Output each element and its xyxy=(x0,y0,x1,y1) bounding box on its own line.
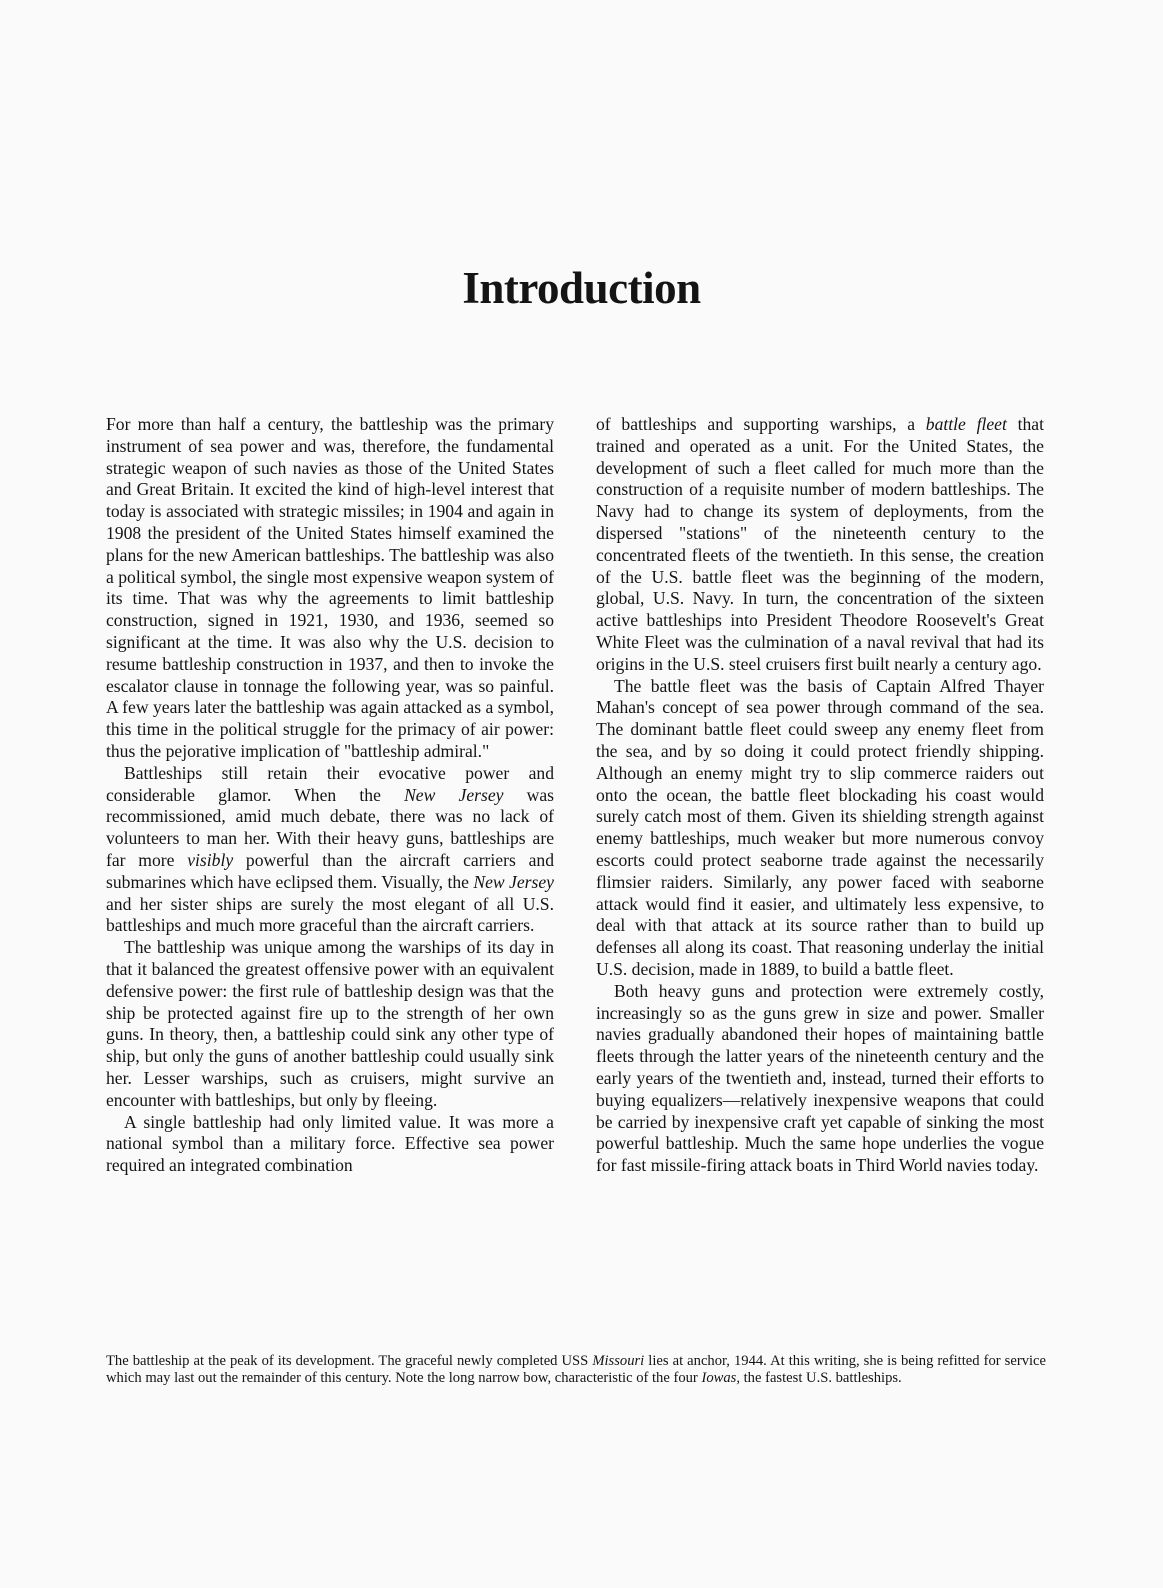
text-run: and her sister ships are surely the most elegant of all U.S. battleships and much more graceful than the aircraft carriers. xyxy=(106,893,554,936)
paragraph xyxy=(596,414,1044,676)
text-run: of battleships and supporting warships, a xyxy=(596,414,926,434)
ship-name: New Jersey xyxy=(473,871,554,892)
paragraph xyxy=(106,763,554,937)
figure-caption xyxy=(106,1353,1046,1386)
text-run: Battleships still retain their evocative power and considerable glamor. When the xyxy=(106,762,554,805)
emphasis: battle fleet xyxy=(925,414,1007,434)
text-run: that trained and operated as a unit. For the United States, the development of such a fleet called for much more than the construction of a requisite number of modern battleships. The Navy had to change its system of deployments, from the dispersed "stations" of the nineteenth century to the concentrated fleets of the twentieth. In this sense, the creation of the U.S. battle fleet was the beginning of the modern, global, U.S. Navy. In turn, the concentration of the sixteen active battleships into President Theodore Roosevelt's Great White Fleet was the culmination of a naval revival that had its origins in the U.S. steel cruisers first built nearly a century ago. xyxy=(596,414,1044,674)
page-title: Introduction xyxy=(462,263,701,313)
text-run: was recommissioned, amid much debate, there was no lack of volunteers to man her. With their heavy guns, battleships are far more xyxy=(106,784,554,870)
emphasis: visibly xyxy=(187,849,234,870)
text-run: The battleship at the peak of its development. The graceful newly completed USS xyxy=(106,1353,593,1369)
right-column xyxy=(596,414,1044,1177)
paragraph: The battleship was unique among the warships of its day in that it balanced the greatest offensive power with an equivalent defensive power: the first rule of battleship design was that the ship be protected against fire up to the strength of her own guns. In theory, then, a battleship could sink any other type of ship, but only the guns of another battleship could usually sink her. Lesser warships, such as cruisers, might survive an encounter with battleships, but only by fleeing. xyxy=(106,937,554,1110)
paragraph: For more than half a century, the battleship was the primary instrument of sea power and was, therefore, the fundamental strategic weapon of such navies as those of the United States and Great Britain. It excited the kind of high-level interest that today is associated with strategic missiles; in 1904 and again in 1908 the president of the United States himself examined the plans for the new American battleships. The battleship was also a political symbol, the single most expensive weapon system of its time. That was why the agreements to limit battleship construction, signed in 1921, 1930, and 1936, seemed so significant at the time. It was also why the U.S. decision to resume battleship construction in 1937, and then to invoke the escalator clause in tonnage the following year, was so painful. A few years later the battleship was again attacked as a symbol, this time in the political struggle for the primacy of air power: thus the pejorative implication of "battleship admiral." xyxy=(106,414,554,761)
left-column xyxy=(106,414,554,1177)
paragraph: A single battleship had only limited value. It was more a national symbol than a military force. Effective sea power required an integrated combination xyxy=(106,1111,554,1176)
ship-class: Iowas, xyxy=(701,1369,740,1386)
text-run: the fastest U.S. battleships. xyxy=(739,1369,902,1386)
paragraph: Both heavy guns and protection were extremely costly, increasingly so as the guns grew in size and power. Smaller navies gradually abandoned their hopes of maintaining battle fleets through the latter years of the nineteenth century and the early years of the twentieth and, instead, turned their efforts to buying equalizers—relatively inexpensive weapons that could be carried by inexpensive craft yet capable of sinking the most powerful battleship. Much the same hope underlies the vogue for fast missile-firing attack boats in Third World navies today. xyxy=(596,980,1044,1176)
text-run: powerful than the aircraft carriers and submarines which have eclipsed them. Visually, the xyxy=(106,849,554,892)
paragraph: The battle fleet was the basis of Captain Alfred Thayer Mahan's concept of sea power through command of the sea. The dominant battle fleet could sweep any enemy fleet from the sea, and by so doing it could protect friendly shipping. Although an enemy might try to slip commerce raiders out onto the ocean, the battle fleet blockading his coast would surely catch most of them. Given its shielding strength against enemy battleships, much weaker but more numerous convoy escorts could protect seaborne trade against the necessarily flimsier raiders. Similarly, any power faced with seaborne attack would find it easier, and ultimately less expensive, to deal with that attack at its source rather than to build up defenses all along its coast. That reasoning underlay the initial U.S. decision, made in 1889, to build a battle fleet. xyxy=(596,675,1044,979)
text-run: lies at anchor, 1944. At this writing, she is being refitted for service which may last out the remainder of this century. Note the long narrow bow, characteristic of the four xyxy=(106,1353,1046,1386)
ship-name: Missouri xyxy=(592,1353,645,1369)
ship-name: New Jersey xyxy=(404,784,504,805)
